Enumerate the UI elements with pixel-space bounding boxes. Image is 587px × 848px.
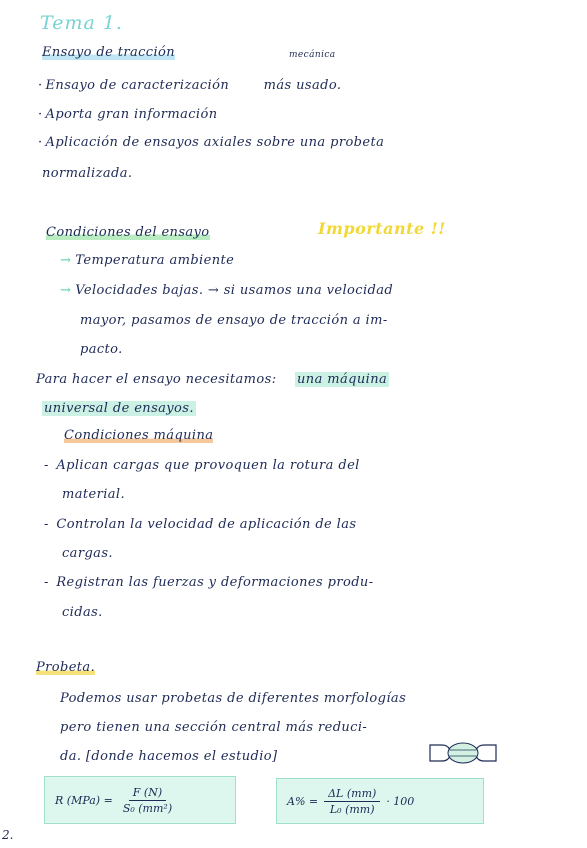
machine-conditions-heading: Condiciones máquina	[64, 428, 214, 443]
machine-intro-text: Para hacer el ensayo necesitamos:	[36, 372, 277, 387]
bullet-line-2	[38, 107, 218, 122]
probeta-line-1: Podemos usar probetas de diferentes morfologías	[60, 691, 407, 706]
arrow-icon: →	[60, 283, 72, 298]
section-heading-tensile-test: Ensayo de tracción	[42, 45, 176, 60]
probeta-line-2: pero tienen una sección central más reduci-	[60, 720, 368, 735]
condition-2-cont-2: pacto.	[80, 342, 123, 357]
page-title: Tema 1.	[40, 12, 123, 34]
machine-intro-cont	[42, 401, 196, 416]
probeta-heading: Probeta.	[36, 660, 96, 675]
bullet-1-tail: más usado.	[263, 78, 342, 93]
formula-elongation-numerator: ΔL (mm)	[324, 787, 380, 802]
conditions-heading: Condiciones del ensayo	[46, 225, 210, 240]
superscript-note: mecánica	[289, 50, 336, 60]
machine-item-1-text: Aplican cargas que provoquen la rotura del	[56, 458, 360, 473]
bullet-dot: ·	[38, 135, 43, 150]
bullet-line-1	[38, 78, 341, 93]
condition-2-cont-1: mayor, pasamos de ensayo de tracción a im-	[80, 313, 388, 328]
dash-bullet: -	[44, 575, 49, 590]
formula-stress	[44, 776, 236, 824]
condition-item-1	[60, 253, 234, 268]
machine-item-2-cont: cargas.	[62, 546, 113, 561]
bullet-3-continuation: normalizada.	[42, 166, 133, 181]
bullet-dot: ·	[38, 78, 43, 93]
condition-1-text: Temperatura ambiente	[75, 253, 235, 268]
arrow-icon: →	[60, 253, 72, 268]
machine-highlight-2: universal de ensayos.	[44, 401, 194, 416]
formula-stress-denominator: S₀ (mm²)	[122, 801, 173, 815]
machine-item-3	[44, 575, 373, 590]
formula-elongation-tail: · 100	[386, 794, 415, 808]
important-note: Importante !!	[318, 219, 446, 238]
page-number: 2.	[2, 828, 14, 842]
probeta-line-3: da. [donde hacemos el estudio]	[60, 749, 278, 764]
formula-elongation	[276, 778, 484, 824]
dash-bullet: -	[44, 458, 49, 473]
formula-stress-fraction	[119, 786, 176, 815]
machine-item-3-cont: cidas.	[62, 605, 103, 620]
machine-item-1	[44, 458, 360, 473]
machine-item-2	[44, 517, 356, 532]
dash-bullet: -	[44, 517, 49, 532]
formula-elongation-denominator: L₀ (mm)	[329, 802, 375, 816]
formula-stress-numerator: F (N)	[129, 786, 166, 801]
specimen-sketch-icon	[428, 741, 498, 765]
bullet-3-text: Aplicación de ensayos axiales sobre una probeta	[45, 135, 385, 150]
formula-elongation-fraction	[324, 787, 380, 816]
condition-2-text: Velocidades bajas. → si usamos una velocidad	[75, 283, 394, 298]
machine-item-1-cont: material.	[62, 487, 126, 502]
machine-item-3-text: Registran las fuerzas y deformaciones produ-	[56, 575, 374, 590]
bullet-line-3	[38, 135, 384, 150]
machine-intro	[36, 372, 389, 387]
formula-elongation-lhs: A% =	[287, 794, 319, 808]
bullet-dot: ·	[38, 107, 43, 122]
condition-item-2	[60, 283, 393, 298]
formula-stress-lhs: R (MPa) =	[55, 793, 113, 807]
bullet-2-text: Aporta gran información	[45, 107, 218, 122]
bullet-1-text: Ensayo de caracterización	[45, 78, 230, 93]
machine-highlight-1: una máquina	[297, 372, 388, 387]
machine-item-2-text: Controlan la velocidad de aplicación de las	[56, 517, 357, 532]
